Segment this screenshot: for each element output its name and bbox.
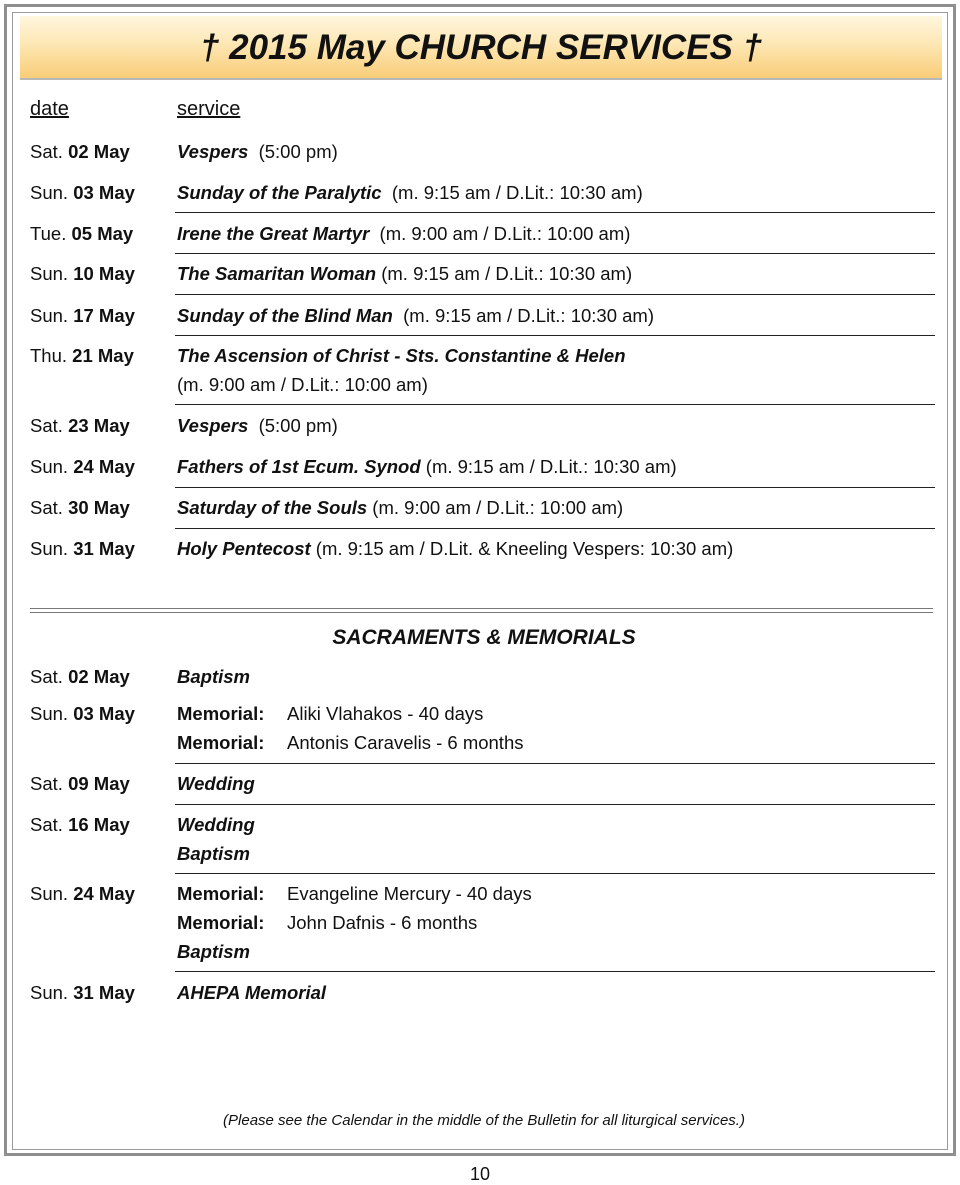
calendar-note: (Please see the Calendar in the middle of the Bulletin for all liturgical services.) xyxy=(223,1112,745,1129)
title-banner xyxy=(20,16,942,80)
row-divider xyxy=(175,404,935,405)
service-date: Sun. 24 May xyxy=(30,456,135,477)
sacrament-date: Sun. 31 May xyxy=(30,982,135,1003)
page-number: 10 xyxy=(469,1164,491,1184)
section-separator xyxy=(30,612,933,613)
service-column-header: service xyxy=(177,98,241,120)
row-divider xyxy=(175,487,935,488)
memorial-label: Memorial: xyxy=(177,912,265,933)
service-date: Sat. 02 May xyxy=(30,141,130,162)
service-entry: Vespers (5:00 pm) xyxy=(177,141,338,162)
service-entry: Vespers (5:00 pm) xyxy=(177,415,338,436)
service-entry: Saturday of the Souls (m. 9:00 am / D.Lit.: 10:00 am) xyxy=(177,497,624,518)
sacrament-date: Sun. 24 May xyxy=(30,883,135,904)
sacrament-entry: AHEPA Memorial xyxy=(177,982,327,1003)
memorial-name: Antonis Caravelis - 6 months xyxy=(287,732,524,753)
service-entry: The Samaritan Woman (m. 9:15 am / D.Lit.: 10:30 am) xyxy=(177,263,633,284)
service-entry: Irene the Great Martyr (m. 9:00 am / D.Lit.: 10:00 am) xyxy=(177,223,631,244)
sacrament-entry: Baptism xyxy=(177,666,250,687)
service-entry-detail: (m. 9:00 am / D.Lit.: 10:00 am) xyxy=(177,374,428,395)
service-entry: Sunday of the Blind Man (m. 9:15 am / D.Lit.: 10:30 am) xyxy=(177,305,654,326)
memorial-label: Memorial: xyxy=(177,703,265,724)
sacrament-entry: Baptism xyxy=(177,941,250,962)
sacrament-date: Sun. 03 May xyxy=(30,703,135,724)
sacrament-date: Sat. 09 May xyxy=(30,773,130,794)
sacrament-date: Sat. 16 May xyxy=(30,814,130,835)
service-date: Sun. 31 May xyxy=(30,538,135,559)
memorial-name: Aliki Vlahakos - 40 days xyxy=(287,703,484,724)
memorial-label: Memorial: xyxy=(177,732,265,753)
service-entry: Fathers of 1st Ecum. Synod (m. 9:15 am / D.Lit.: 10:30 am) xyxy=(177,456,677,477)
row-divider xyxy=(175,253,935,254)
service-date: Sun. 10 May xyxy=(30,263,135,284)
service-entry: The Ascension of Christ - Sts. Constantine & Helen xyxy=(177,345,626,366)
row-divider xyxy=(175,763,935,764)
service-date: Sat. 23 May xyxy=(30,415,130,436)
sacrament-entry: Wedding xyxy=(177,814,255,835)
row-divider xyxy=(175,294,935,295)
row-divider xyxy=(175,335,935,336)
row-divider xyxy=(175,804,935,805)
sacraments-title: SACRAMENTS & MEMORIALS xyxy=(332,626,636,649)
service-entry: Holy Pentecost (m. 9:15 am / D.Lit. & Kneeling Vespers: 10:30 am) xyxy=(177,538,734,559)
service-date: Thu. 21 May xyxy=(30,345,134,366)
sacrament-date: Sat. 02 May xyxy=(30,666,130,687)
service-date: Tue. 05 May xyxy=(30,223,134,244)
memorial-name: Evangeline Mercury - 40 days xyxy=(287,883,532,904)
service-date: Sun. 03 May xyxy=(30,182,135,203)
sacrament-entry: Wedding xyxy=(177,773,255,794)
date-column-header: date xyxy=(30,98,69,120)
row-divider xyxy=(175,212,935,213)
service-entry: Sunday of the Paralytic (m. 9:15 am / D.Lit.: 10:30 am) xyxy=(177,182,643,203)
row-divider xyxy=(175,873,935,874)
section-separator xyxy=(30,608,933,609)
sacrament-entry: Baptism xyxy=(177,843,250,864)
memorial-name: John Dafnis - 6 months xyxy=(287,912,478,933)
row-divider xyxy=(175,971,935,972)
row-divider xyxy=(175,528,935,529)
service-date: Sun. 17 May xyxy=(30,305,135,326)
memorial-label: Memorial: xyxy=(177,883,265,904)
page-title: † 2015 May CHURCH SERVICES † xyxy=(199,28,763,67)
service-date: Sat. 30 May xyxy=(30,497,130,518)
